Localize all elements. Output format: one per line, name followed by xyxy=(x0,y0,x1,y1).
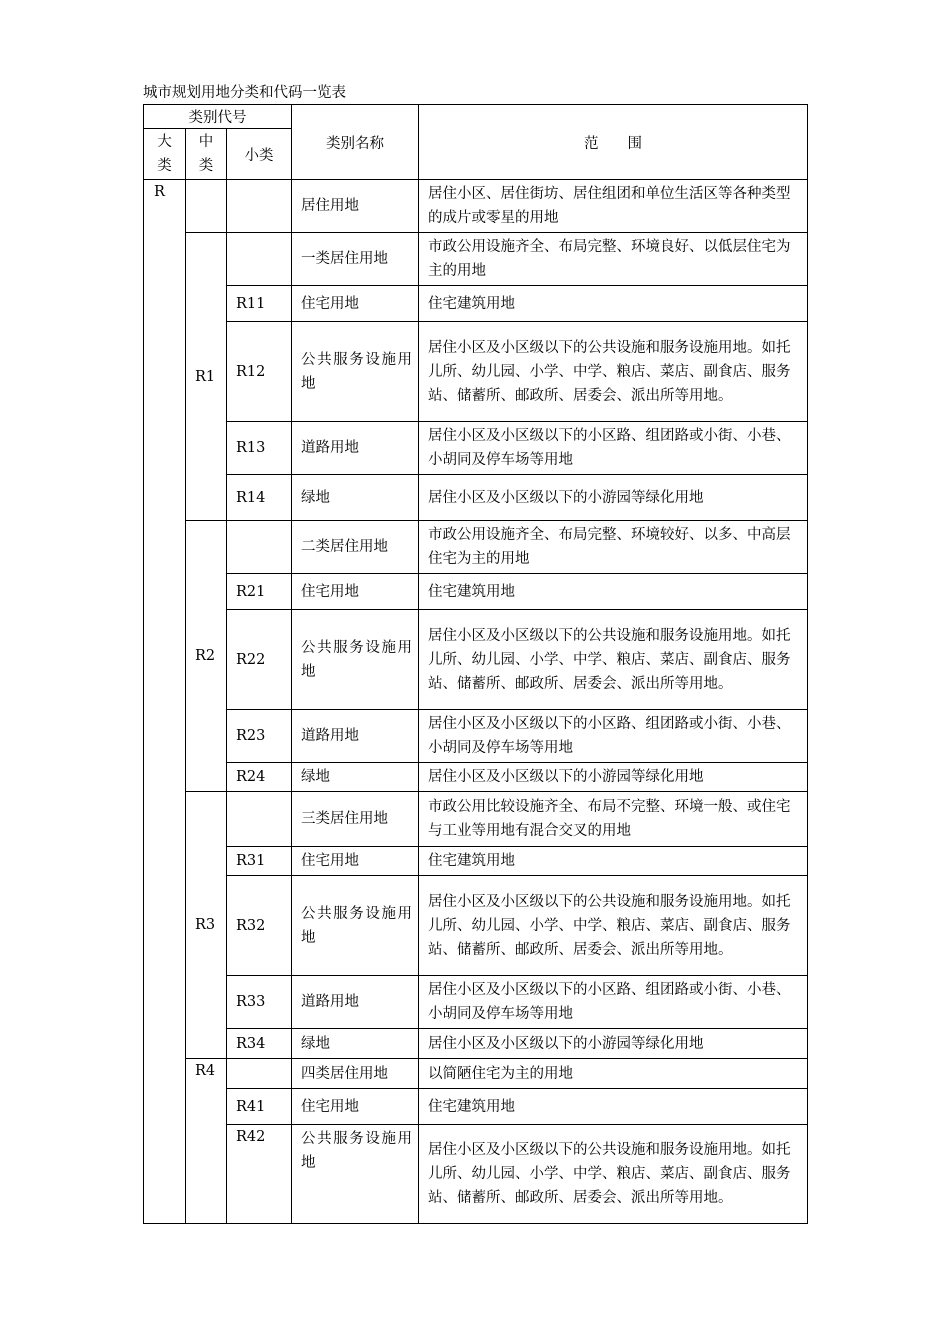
major-row xyxy=(144,180,808,233)
document-title: 城市规划用地分类和代码一览表 xyxy=(143,85,346,101)
category-scope: 市政公用设施齐全、布局完整、环境较好、以多、中高层住宅为主的用地 xyxy=(419,521,808,574)
minor-code: R11 xyxy=(227,286,292,322)
category-name-text: 住宅用地 xyxy=(301,295,360,312)
medium-code-empty xyxy=(186,180,227,233)
header-medium xyxy=(186,129,227,180)
minor-row xyxy=(144,976,808,1029)
category-name xyxy=(292,610,419,710)
category-scope: 居住小区、居住街坊、居住组团和单位生活区等各种类型的成片或零星的用地 xyxy=(419,180,808,233)
category-scope: 住宅建筑用地 xyxy=(419,286,808,322)
minor-code: R41 xyxy=(227,1089,292,1125)
minor-code-empty xyxy=(227,521,292,574)
minor-row xyxy=(144,422,808,475)
category-name xyxy=(292,847,419,876)
minor-row xyxy=(144,1029,808,1059)
category-scope: 市政公用比较设施齐全、布局不完整、环境一般、或住宅与工业等用地有混合交叉的用地 xyxy=(419,792,808,847)
minor-row xyxy=(144,286,808,322)
category-name-text: 公共服务设施用地 xyxy=(301,639,413,680)
category-name xyxy=(292,322,419,422)
category-scope: 居住小区及小区级以下的小游园等绿化用地 xyxy=(419,763,808,792)
header-minor: 小类 xyxy=(227,129,292,180)
medium-code: R2 xyxy=(186,521,227,792)
category-name-text: 住宅用地 xyxy=(301,1098,360,1115)
category-name-text: 住宅用地 xyxy=(301,853,360,869)
minor-row xyxy=(144,322,808,422)
category-name-text: 公共服务设施用地 xyxy=(301,1131,413,1171)
minor-row xyxy=(144,876,808,976)
category-name-text: 三类居住用地 xyxy=(301,811,389,827)
header-name: 类别名称 xyxy=(292,105,419,180)
minor-row xyxy=(144,475,808,521)
minor-code: R42 xyxy=(227,1125,292,1224)
category-name xyxy=(292,233,419,286)
category-name xyxy=(292,521,419,574)
medium-row xyxy=(144,1059,808,1089)
category-name-text: 公共服务设施用地 xyxy=(301,905,413,946)
category-scope: 居住小区及小区级以下的小区路、组团路或小街、小巷、小胡同及停车场等用地 xyxy=(419,976,808,1029)
minor-code-empty xyxy=(227,233,292,286)
minor-row xyxy=(144,763,808,792)
medium-row xyxy=(144,233,808,286)
category-name xyxy=(292,1125,419,1224)
minor-code: R33 xyxy=(227,976,292,1029)
category-name xyxy=(292,422,419,475)
category-scope: 居住小区及小区级以下的小区路、组团路或小街、小巷、小胡同及停车场等用地 xyxy=(419,422,808,475)
category-scope: 居住小区及小区级以下的公共设施和服务设施用地。如托儿所、幼儿园、小学、中学、粮店、菜店、副食店、服务站、储蓄所、邮政所、居委会、派出所等用地。 xyxy=(419,610,808,710)
category-name xyxy=(292,792,419,847)
minor-code: R21 xyxy=(227,574,292,610)
category-name xyxy=(292,1089,419,1125)
minor-code: R31 xyxy=(227,847,292,876)
minor-row xyxy=(144,1089,808,1125)
category-name xyxy=(292,1059,419,1089)
minor-code: R32 xyxy=(227,876,292,976)
minor-code: R12 xyxy=(227,322,292,422)
category-name xyxy=(292,475,419,521)
header-major xyxy=(144,129,186,180)
minor-code-empty xyxy=(227,180,292,233)
minor-code: R22 xyxy=(227,610,292,710)
category-scope: 居住小区及小区级以下的公共设施和服务设施用地。如托儿所、幼儿园、小学、中学、粮店、菜店、副食店、服务站、储蓄所、邮政所、居委会、派出所等用地。 xyxy=(419,876,808,976)
category-name-text: 四类居住用地 xyxy=(301,1065,389,1082)
header-scope: 范 围 xyxy=(419,105,808,180)
minor-code-empty xyxy=(227,1059,292,1089)
minor-row xyxy=(144,1125,808,1224)
category-name xyxy=(292,710,419,763)
category-scope: 居住小区及小区级以下的公共设施和服务设施用地。如托儿所、幼儿园、小学、中学、粮店、菜店、副食店、服务站、储蓄所、邮政所、居委会、派出所等用地。 xyxy=(419,1125,808,1224)
header-code-group: 类别代号 xyxy=(144,105,292,129)
category-name-text: 绿地 xyxy=(301,1035,331,1052)
category-scope: 居住小区及小区级以下的公共设施和服务设施用地。如托儿所、幼儿园、小学、中学、粮店、菜店、副食店、服务站、储蓄所、邮政所、居委会、派出所等用地。 xyxy=(419,322,808,422)
category-name xyxy=(292,180,419,233)
category-scope: 以简陋住宅为主的用地 xyxy=(419,1059,808,1089)
category-scope: 居住小区及小区级以下的小游园等绿化用地 xyxy=(419,1029,808,1059)
minor-code: R14 xyxy=(227,475,292,521)
category-name xyxy=(292,1029,419,1059)
category-name-text: 道路用地 xyxy=(301,440,360,456)
category-name xyxy=(292,763,419,792)
minor-code: R13 xyxy=(227,422,292,475)
minor-row xyxy=(144,610,808,710)
category-scope: 住宅建筑用地 xyxy=(419,847,808,876)
header-row-1 xyxy=(144,105,808,129)
category-name-text: 绿地 xyxy=(301,489,331,506)
minor-row xyxy=(144,847,808,876)
category-name-text: 道路用地 xyxy=(301,728,360,744)
category-name-text: 公共服务设施用地 xyxy=(301,351,413,392)
category-name xyxy=(292,286,419,322)
category-scope: 市政公用设施齐全、布局完整、环境良好、以低层住宅为主的用地 xyxy=(419,233,808,286)
category-name-text: 一类居住用地 xyxy=(301,251,389,267)
category-name-text: 居住用地 xyxy=(301,198,360,214)
category-scope: 住宅建筑用地 xyxy=(419,574,808,610)
category-scope: 居住小区及小区级以下的小区路、组团路或小街、小巷、小胡同及停车场等用地 xyxy=(419,710,808,763)
category-name-text: 绿地 xyxy=(301,769,331,785)
major-code: R xyxy=(144,180,186,1224)
minor-row xyxy=(144,710,808,763)
medium-code: R1 xyxy=(186,233,227,521)
table-body xyxy=(144,105,808,1224)
minor-code: R23 xyxy=(227,710,292,763)
category-name xyxy=(292,574,419,610)
minor-code: R24 xyxy=(227,763,292,792)
category-scope: 住宅建筑用地 xyxy=(419,1089,808,1125)
category-name xyxy=(292,976,419,1029)
header-major-label: 大类 xyxy=(157,134,172,174)
category-name-text: 住宅用地 xyxy=(301,583,360,600)
category-name-text: 二类居住用地 xyxy=(301,539,389,555)
minor-row xyxy=(144,574,808,610)
medium-row xyxy=(144,521,808,574)
medium-row xyxy=(144,792,808,847)
category-scope: 居住小区及小区级以下的小游园等绿化用地 xyxy=(419,475,808,521)
land-use-table xyxy=(143,104,808,1224)
medium-code: R3 xyxy=(186,792,227,1059)
category-name xyxy=(292,876,419,976)
category-name-text: 道路用地 xyxy=(301,994,360,1010)
header-medium-label: 中类 xyxy=(198,134,214,174)
minor-code: R34 xyxy=(227,1029,292,1059)
medium-code: R4 xyxy=(186,1059,227,1224)
minor-code-empty xyxy=(227,792,292,847)
